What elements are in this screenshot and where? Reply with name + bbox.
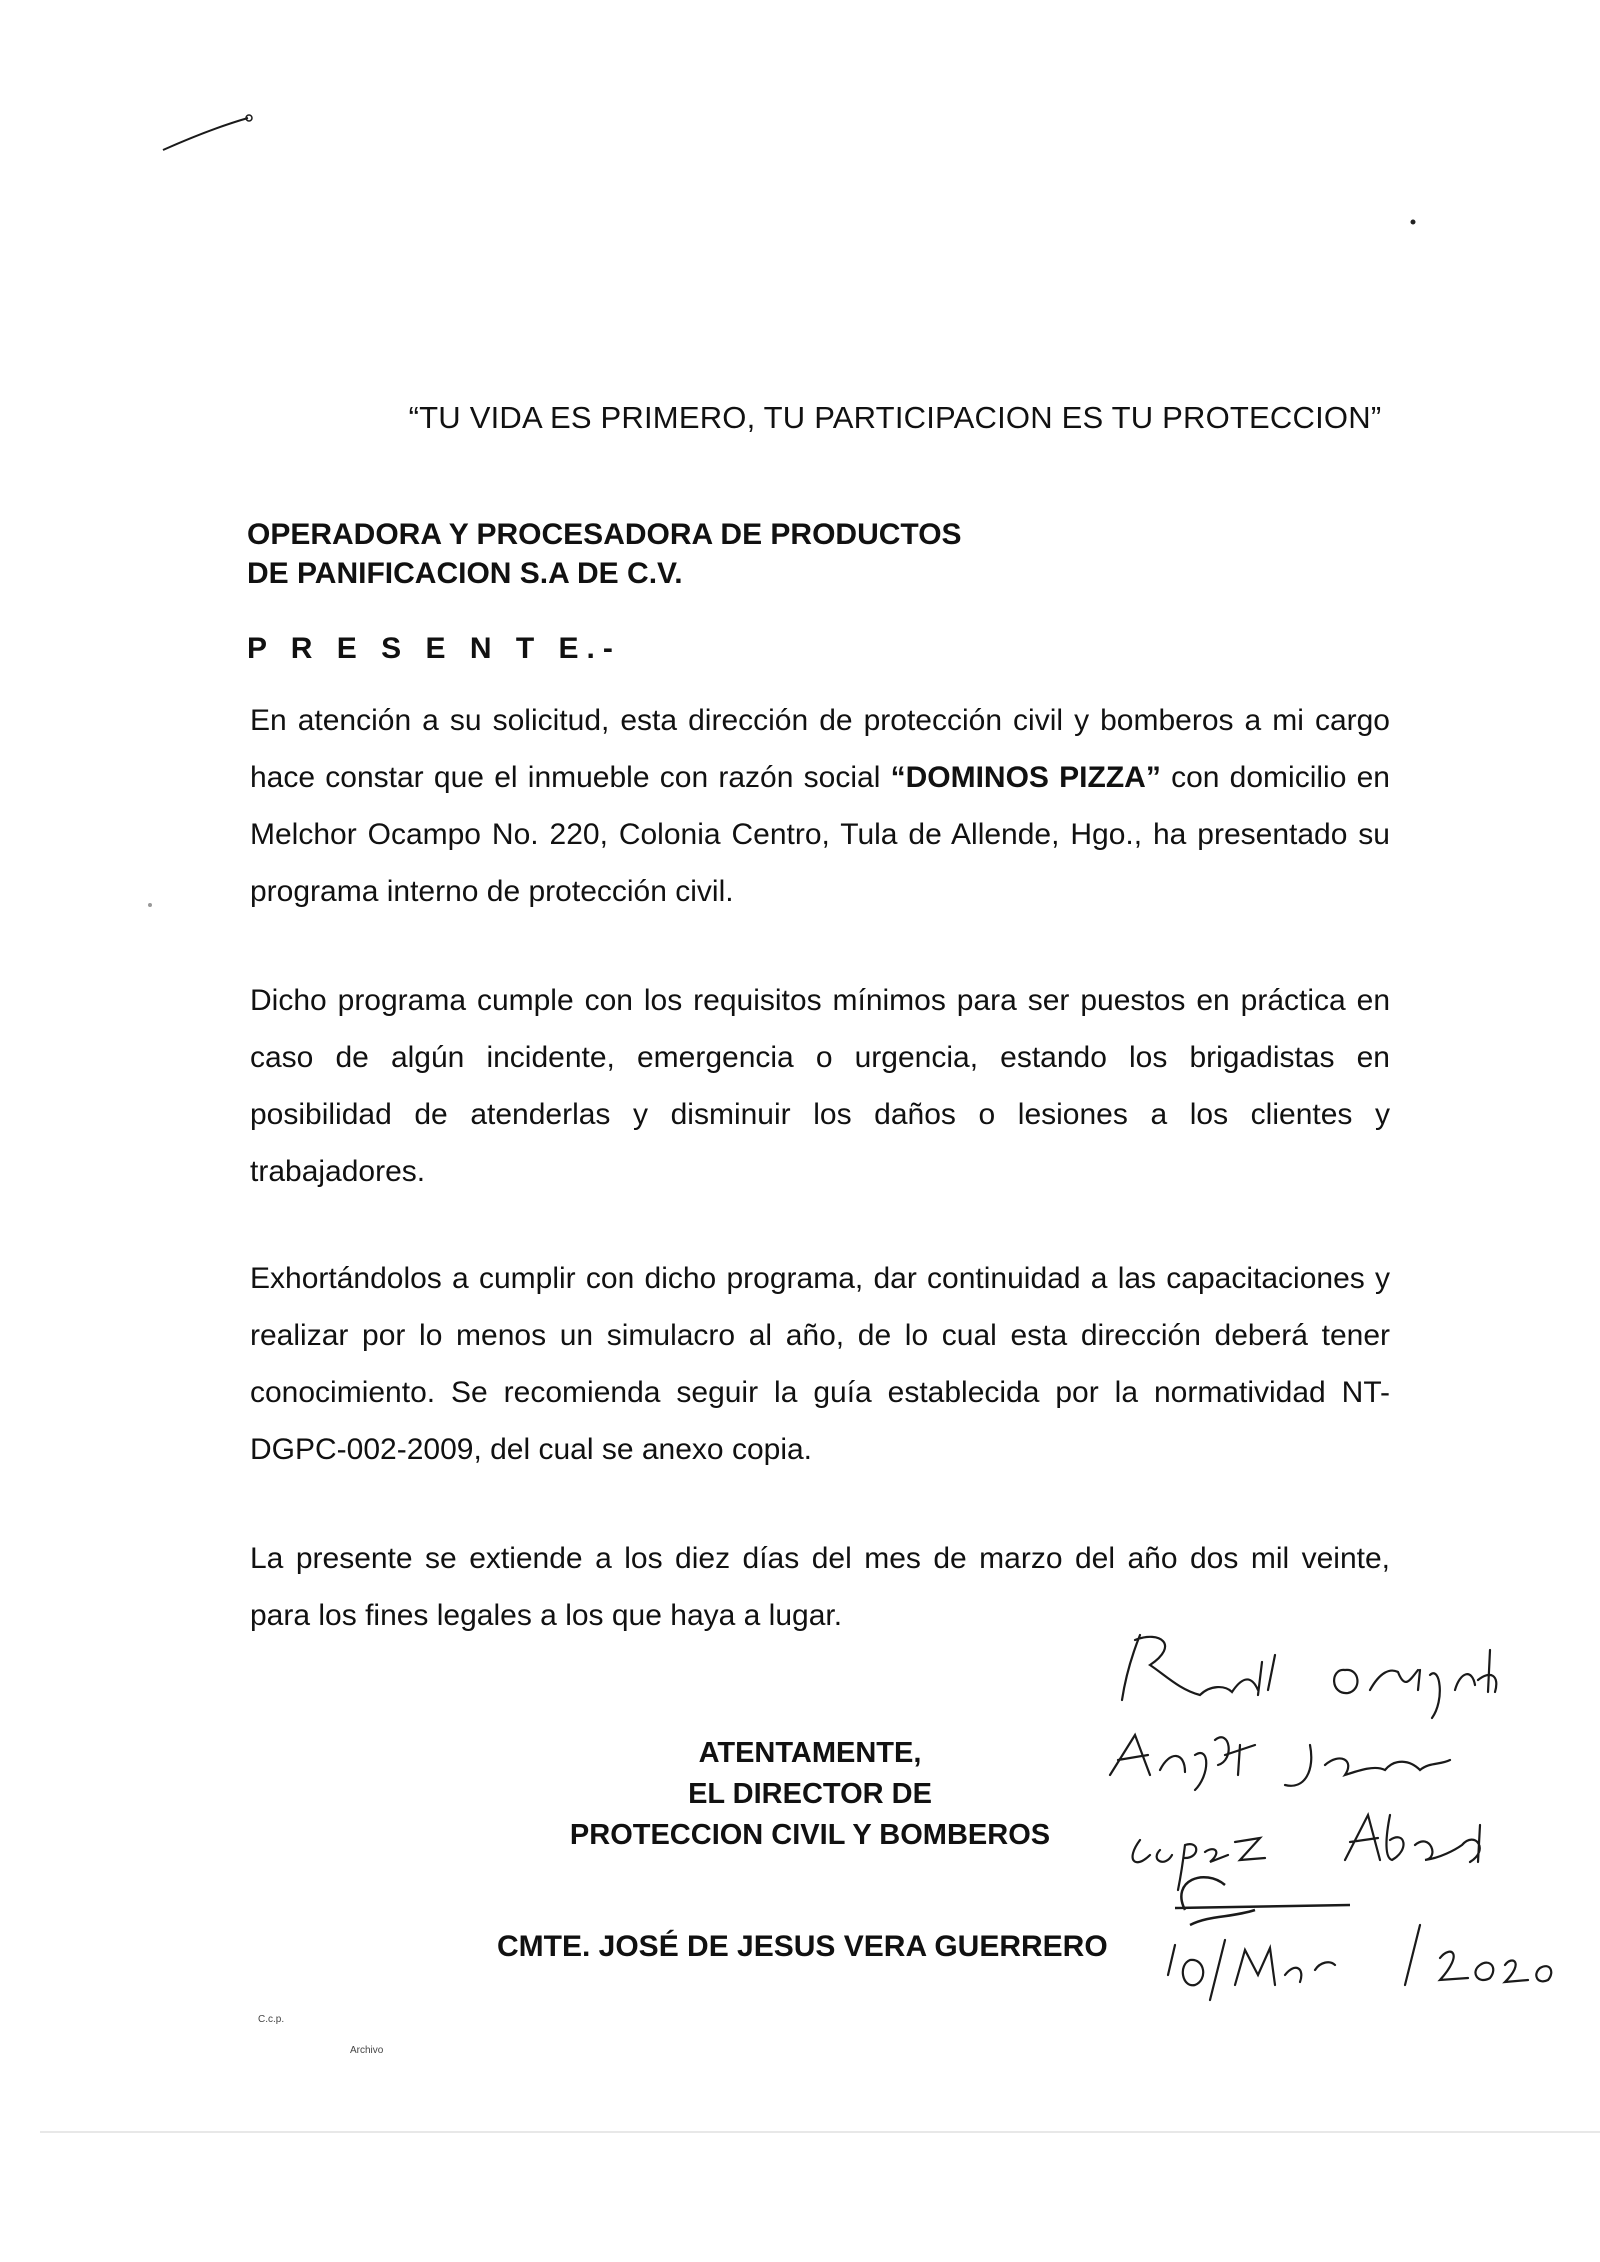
paragraph-3: Exhortándolos a cumplir con dicho programa, dar continuidad a las capacitaciones y realizar por lo menos un simulacro al año, de lo cual esta dirección deberá tener conocimiento. Se recomienda seguir la guía establecida por la normatividad NT-DGPC-002-2009, del cual se anexo copia. xyxy=(250,1262,1390,1466)
paragraph-4: La presente se extiende a los diez días del mes de marzo del año dos mil veinte, para los fines legales a los que haya a lugar. xyxy=(250,1542,1390,1632)
paragraph-1-text-b: con domicilio en Melchor Ocampo No. 220, Colonia Centro, Tula de Allende, Hgo., ha presentado su programa interno de protección civil. xyxy=(250,761,1390,908)
closing-line-1: ATENTAMENTE, xyxy=(698,1737,922,1769)
archivo-label: Archivo xyxy=(350,2045,384,2056)
salutation: P R E S E N T E.- xyxy=(247,632,621,665)
closing-line-3: PROTECCION CIVIL Y BOMBEROS xyxy=(569,1819,1051,1851)
paragraph-2: Dicho programa cumple con los requisitos mínimos para ser puestos en práctica en caso de algún incidente, emergencia o urgencia, estando los brigadistas en posibilidad de atenderlas y disminuir los daños o lesiones a los clientes y trabajadores. xyxy=(250,984,1390,1188)
addressee-line-2: DE PANIFICACION S.A DE C.V. xyxy=(247,557,683,590)
closing-line-2: EL DIRECTOR DE xyxy=(688,1778,932,1810)
handwriting-strokes xyxy=(1110,1635,1551,2000)
business-name: “DOMINOS PIZZA” xyxy=(890,761,1161,794)
paragraph-1-text-a: En atención a su solicitud, esta dirección de protección civil y bomberos a mi cargo hace constar que el inmueble con razón social xyxy=(250,704,1390,794)
motto-heading: “TU VIDA ES PRIMERO, TU PARTICIPACION ES TU PROTECCION” xyxy=(408,400,1382,435)
addressee-line-1: OPERADORA Y PROCESADORA DE PRODUCTOS xyxy=(247,518,962,551)
ccp-label: C.c.p. xyxy=(258,2014,285,2025)
signer-name: CMTE. JOSÉ DE JESUS VERA GUERRERO xyxy=(497,1930,1108,1963)
